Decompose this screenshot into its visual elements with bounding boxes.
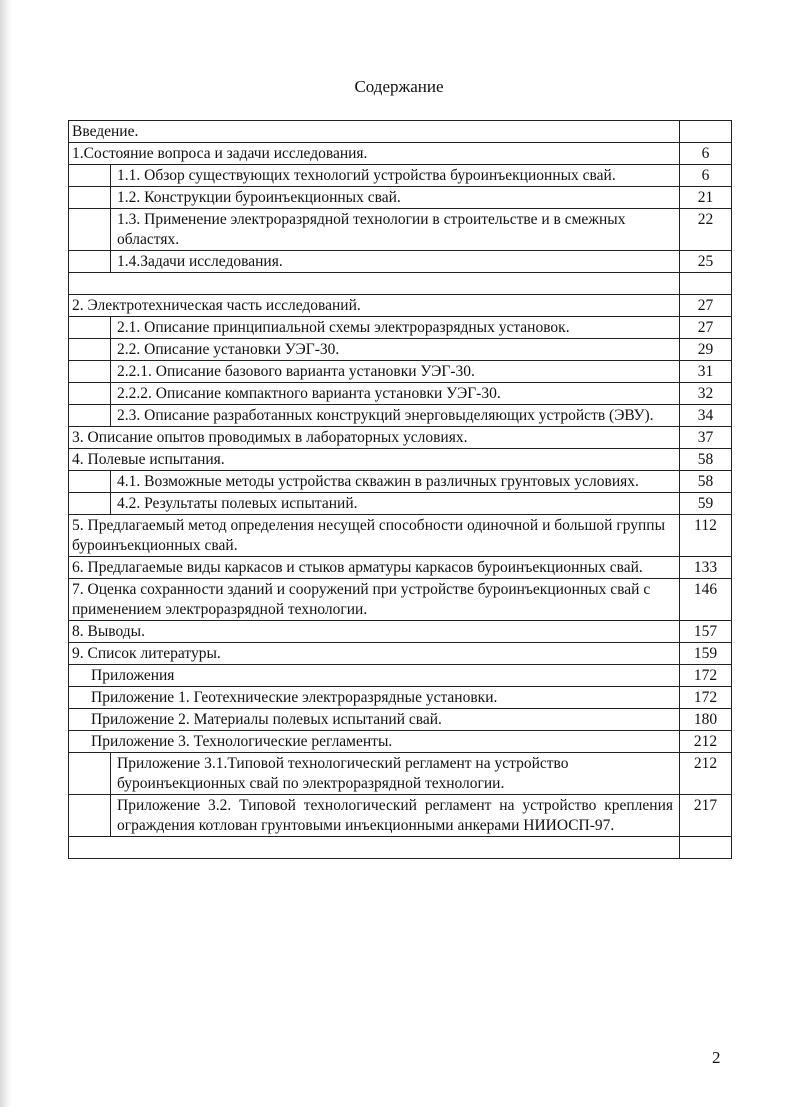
toc-entry-page: 32 (697, 385, 714, 402)
toc-entry-page: 157 (693, 623, 718, 640)
toc-row (68, 120, 732, 143)
toc-row (68, 731, 732, 753)
scan-edge-shadow (0, 0, 12, 1107)
toc-entry-title: 9. Список литературы. (69, 643, 680, 664)
toc-entry-page: 172 (693, 667, 718, 684)
toc-entry-title: Введение. (69, 121, 680, 142)
toc-entry-title: Приложение 3. Технологические регламенты. (69, 731, 680, 752)
toc-entry-title: 1.Состояние вопроса и задачи исследования. (69, 143, 680, 164)
toc-entry-title (69, 837, 680, 858)
toc-row (68, 621, 732, 643)
toc-entry-page: 27 (697, 319, 714, 336)
toc-row (68, 795, 732, 837)
toc-entry-page: 159 (693, 645, 718, 662)
toc-entry-page: 27 (697, 297, 714, 314)
toc-entry-title (69, 273, 680, 294)
table-of-contents (68, 120, 732, 859)
toc-row (68, 295, 732, 317)
toc-entry-title: 2.2. Описание установки УЭГ-30. (69, 339, 680, 360)
toc-entry-page: 180 (693, 711, 718, 728)
page-title: Содержание (354, 77, 444, 96)
toc-row (68, 515, 732, 557)
toc-entry-page: 217 (693, 797, 718, 814)
toc-entry-page: 29 (697, 341, 714, 358)
toc-entry-title: 2.3. Описание разработанных конструкций энерговыделяющих устройств (ЭВУ). (69, 405, 680, 426)
toc-entry-title: 1.2. Конструкции буроинъекционных свай. (69, 187, 680, 208)
toc-entry-page: 172 (693, 689, 718, 706)
toc-entry-page: 25 (697, 253, 714, 270)
toc-row (68, 643, 732, 665)
toc-row (68, 165, 732, 187)
page-number: 2 (712, 1048, 721, 1067)
toc-row (68, 471, 732, 493)
toc-entry-title: 4.1. Возможные методы устройства скважин в различных грунтовых условиях. (69, 471, 680, 492)
toc-entry-title: 5. Предлагаемый метод определения несущей способности одиночной и большой группы буроинъекционных свай. (69, 515, 680, 556)
toc-entry-title: 1.4.Задачи исследования. (69, 251, 680, 272)
toc-row (68, 383, 732, 405)
toc-entry-title: 4. Полевые испытания. (69, 449, 680, 470)
toc-entry-page: 58 (697, 451, 714, 468)
toc-row (68, 143, 732, 165)
toc-row (68, 687, 732, 709)
toc-entry-title: 4.2. Результаты полевых испытаний. (69, 493, 680, 514)
toc-entry-page: 212 (693, 733, 718, 750)
toc-entry-title: 1.3. Применение электроразрядной технологии в строительстве и в смежных областях. (69, 209, 680, 250)
toc-entry-title: Приложение 2. Материалы полевых испытаний свай. (69, 709, 680, 730)
toc-row (68, 753, 732, 795)
toc-row (68, 339, 732, 361)
toc-row (68, 273, 732, 295)
toc-row (68, 665, 732, 687)
toc-entry-page: 21 (697, 189, 714, 206)
toc-entry-page (680, 121, 731, 142)
toc-entry-title: 3. Описание опытов проводимых в лабораторных условиях. (69, 427, 680, 448)
toc-row (68, 493, 732, 515)
toc-row (68, 449, 732, 471)
toc-row (68, 317, 732, 339)
toc-row (68, 187, 732, 209)
toc-row (68, 837, 732, 859)
toc-entry-title: 8. Выводы. (69, 621, 680, 642)
toc-entry-page: 59 (697, 495, 714, 512)
toc-row (68, 405, 732, 427)
toc-entry-page: 212 (693, 755, 718, 772)
toc-entry-title: Приложение 3.2. Типовой технологический регламент на устройство крепления ограждения котлован грунтовыми инъекционными анкерами НИИОСП-97. (69, 795, 680, 836)
toc-entry-title: 2.2.1. Описание базового варианта установки УЭГ-30. (69, 361, 680, 382)
toc-entry-page: 146 (693, 581, 718, 598)
toc-entry-title: 2.2.2. Описание компактного варианта установки УЭГ-30. (69, 383, 680, 404)
toc-row (68, 579, 732, 621)
toc-entry-page: 22 (697, 211, 714, 228)
toc-entry-title: Приложение 3.1.Типовой технологический регламент на устройство буроинъекционных свай по электроразрядной технологии. (69, 753, 680, 794)
toc-entry-page: 6 (701, 167, 710, 184)
toc-entry-title: 2. Электротехническая часть исследований. (69, 295, 680, 316)
toc-entry-page: 133 (693, 559, 718, 576)
toc-entry-title: 2.1. Описание принципиальной схемы электроразрядных установок. (69, 317, 680, 338)
toc-row (68, 209, 732, 251)
toc-entry-page (680, 837, 731, 858)
toc-row (68, 251, 732, 273)
toc-entry-page: 31 (697, 363, 714, 380)
toc-row (68, 427, 732, 449)
toc-entry-page: 6 (701, 145, 710, 162)
toc-entry-title: 7. Оценка сохранности зданий и сооружений при устройстве буроинъекционных свай с применением электроразрядной технологии. (69, 579, 680, 620)
toc-entry-page: 112 (694, 517, 717, 534)
toc-row (68, 709, 732, 731)
toc-entry-page: 34 (697, 407, 714, 424)
toc-entry-page: 58 (697, 473, 714, 490)
toc-entry-title: Приложение 1. Геотехнические электроразрядные установки. (69, 687, 680, 708)
toc-entry-page: 37 (697, 429, 714, 446)
toc-row (68, 361, 732, 383)
toc-entry-page (680, 273, 731, 294)
toc-entry-title: 1.1. Обзор существующих технологий устройства буроинъекционных свай. (69, 165, 680, 186)
toc-row (68, 557, 732, 579)
toc-entry-title: Приложения (69, 665, 680, 686)
toc-entry-title: 6. Предлагаемые виды каркасов и стыков арматуры каркасов буроинъекционных свай. (69, 557, 680, 578)
